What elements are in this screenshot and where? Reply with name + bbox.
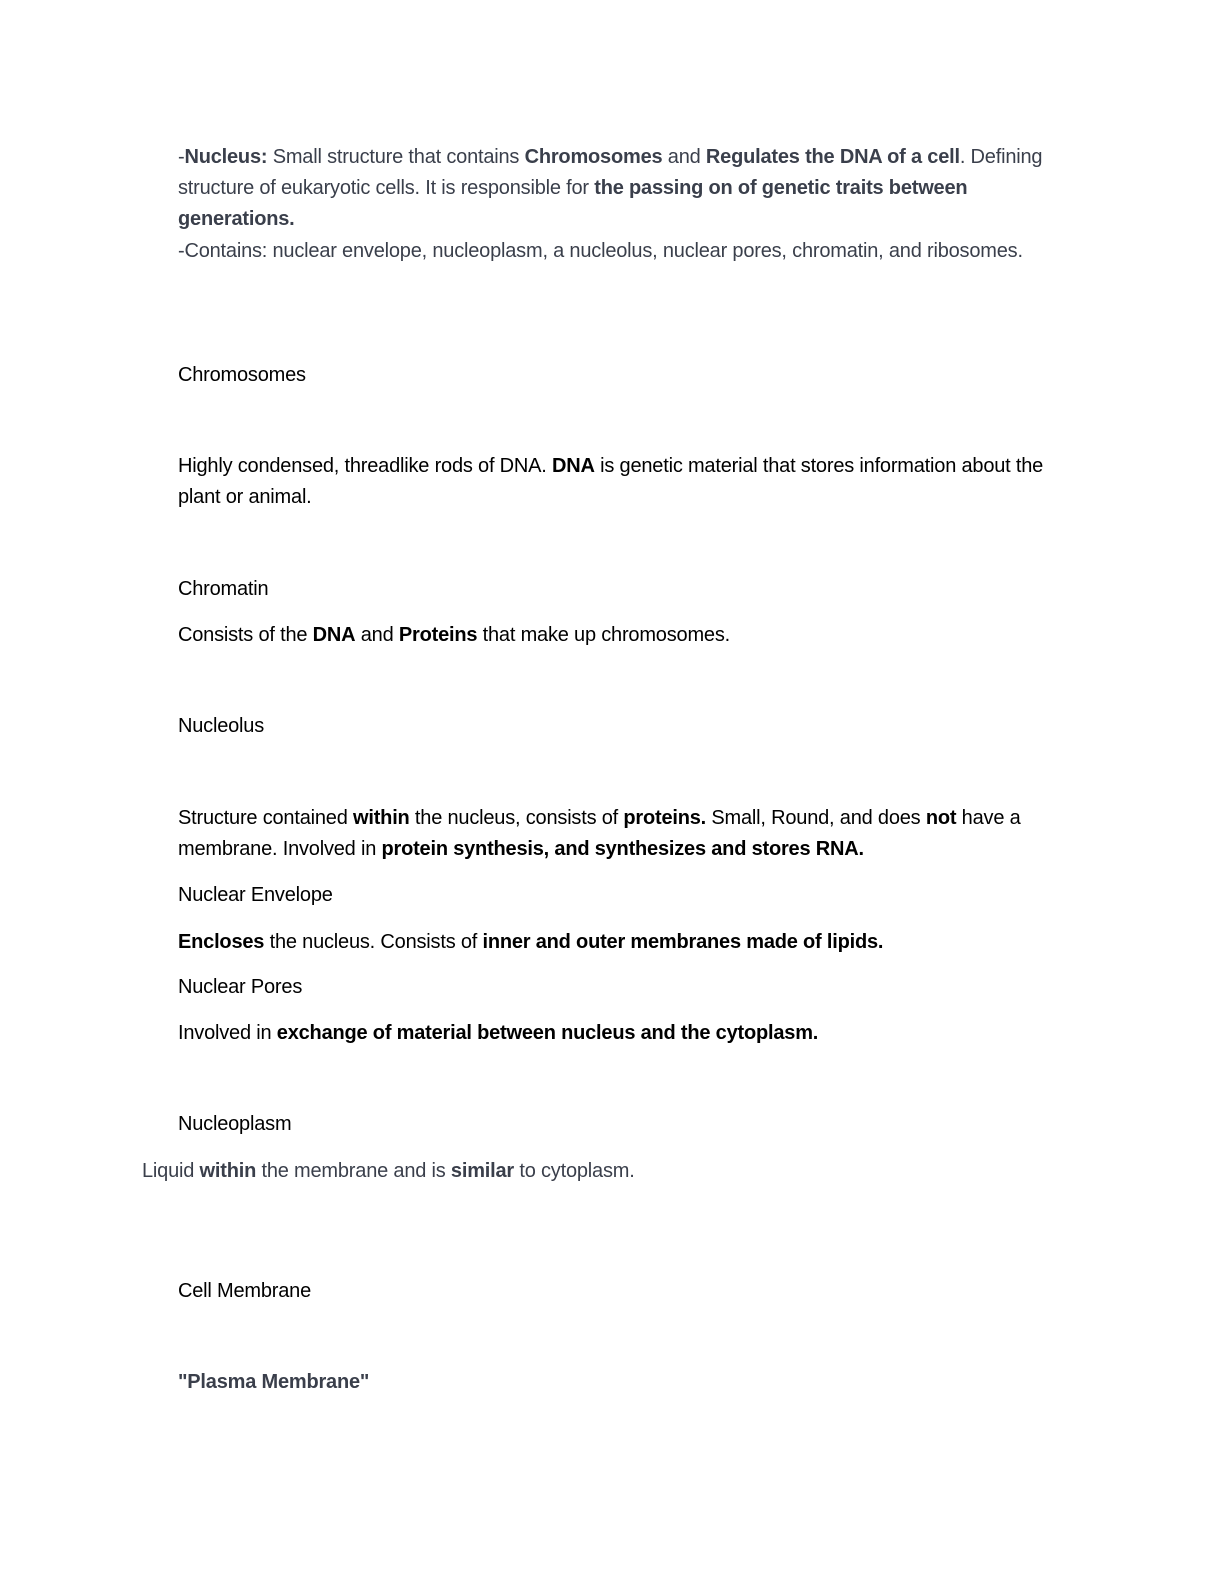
nucleus-contains: -Contains: nuclear envelope, nucleoplasm, a nucleolus, nuclear pores, chromatin, and ribosomes. — [178, 240, 1023, 262]
term-dna: DNA — [312, 624, 356, 646]
heading-nuclear-pores: Nuclear Pores — [178, 976, 303, 998]
term-nucleus: Nucleus: — [184, 146, 268, 168]
heading-nucleolus: Nucleolus — [178, 715, 265, 737]
text-run: the membrane and is — [256, 1160, 451, 1182]
term-exchange: exchange of material between nucleus and the cytoplasm. — [276, 1022, 819, 1044]
term-genetic-traits: the passing on of genetic traits between generations. — [178, 177, 968, 230]
term-chromosomes: Chromosomes — [524, 146, 663, 168]
term-proteins: proteins. — [623, 807, 707, 829]
text-run: have a membrane. Involved in — [178, 807, 1021, 860]
term-dna: DNA — [552, 455, 595, 477]
text-run: - — [178, 146, 185, 168]
chromosomes-description — [178, 451, 1058, 513]
text-run: Involved in — [178, 1022, 277, 1044]
term-plasma-membrane: "Plasma Membrane" — [178, 1371, 370, 1393]
plasma-membrane-subheading — [178, 1367, 369, 1398]
text-run: the nucleus. Consists of — [264, 931, 483, 953]
text-run: the nucleus, consists of — [409, 807, 624, 829]
nucleolus-description — [178, 803, 1058, 865]
heading-chromosomes: Chromosomes — [178, 364, 306, 386]
heading-nuclear-envelope: Nuclear Envelope — [178, 884, 333, 906]
text-run: . Defining structure of eukaryotic cells. It is responsible for — [178, 146, 1043, 199]
text-run: Structure contained — [178, 807, 353, 829]
text-run: that make up chromosomes. — [477, 624, 730, 646]
term-within: within — [353, 807, 410, 829]
term-proteins: Proteins — [398, 624, 478, 646]
term-not: not — [925, 807, 957, 829]
text-run: Consists of the — [178, 624, 313, 646]
heading-cell-membrane: Cell Membrane — [178, 1280, 312, 1302]
text-run: is genetic material that stores information about the plant or animal. — [178, 455, 1044, 508]
term-within: within — [199, 1160, 257, 1182]
term-protein-synthesis: protein synthesis, and synthesizes and stores RNA. — [381, 838, 864, 860]
term-regulates-dna: Regulates the DNA of a cell — [705, 146, 960, 168]
text-run: and — [662, 146, 706, 168]
text-run: Liquid — [142, 1160, 200, 1182]
text-run: Highly condensed, threadlike rods of DNA. — [178, 455, 553, 477]
heading-nucleoplasm: Nucleoplasm — [178, 1113, 292, 1135]
nuclear-envelope-description — [178, 927, 883, 958]
nuclear-pores-description — [178, 1018, 818, 1049]
nucleus-paragraph — [178, 142, 1058, 235]
term-similar: similar — [450, 1160, 515, 1182]
term-membranes: inner and outer membranes made of lipids. — [482, 931, 884, 953]
text-run: Small structure that contains — [267, 146, 525, 168]
text-run: and — [355, 624, 399, 646]
heading-chromatin: Chromatin — [178, 578, 269, 600]
chromatin-description — [178, 620, 730, 651]
nucleoplasm-description — [142, 1156, 635, 1187]
term-encloses: Encloses — [178, 931, 265, 953]
text-run: Small, Round, and does — [706, 807, 926, 829]
text-run: to cytoplasm. — [514, 1160, 635, 1182]
